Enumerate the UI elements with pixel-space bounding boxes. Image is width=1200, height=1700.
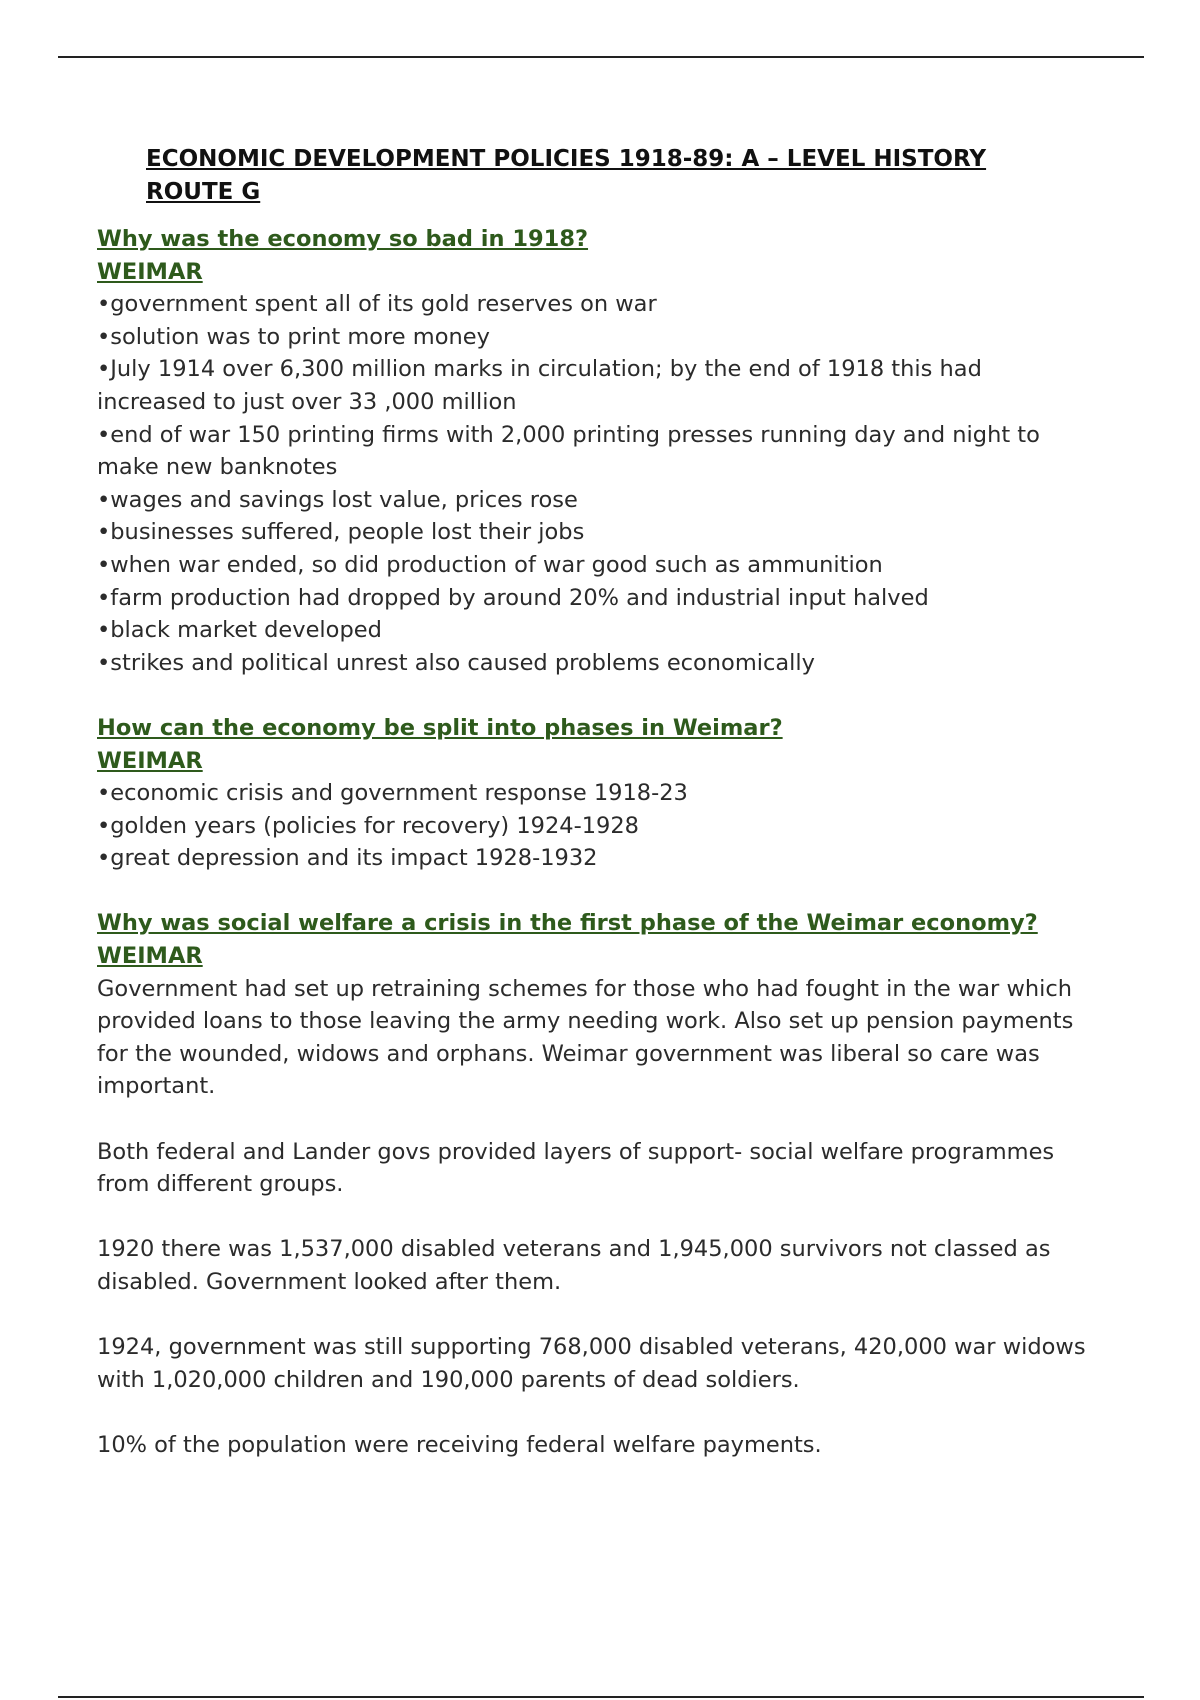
bullet-list <box>97 777 1097 875</box>
list-item: •solution was to print more money <box>97 323 490 350</box>
bottom-rule <box>58 1696 1144 1698</box>
list-item: •economic crisis and government response 1918-23 <box>97 780 688 807</box>
top-rule <box>58 56 1144 58</box>
paragraph-spacer <box>97 1201 1097 1234</box>
list-item: •strikes and political unrest also caused problems economically <box>97 649 815 676</box>
section-subheading: WEIMAR <box>97 747 203 774</box>
list-item: •end of war 150 printing firms with 2,000 printing presses running day and night to make new banknotes <box>97 421 1040 481</box>
list-item: •businesses suffered, people lost their jobs <box>97 519 585 546</box>
paragraph: Government had set up retraining schemes for those who had fought in the war which provided loans to those leaving the army needing work. Also set up pension payments for the wounded, widows and orphans. Weimar government was liberal so care was important. <box>97 975 1074 1100</box>
section-spacer <box>97 679 1097 712</box>
paragraph: 1920 there was 1,537,000 disabled veterans and 1,945,000 survivors not classed as disabled. Government looked after them. <box>97 1236 1051 1295</box>
list-item: •great depression and its impact 1928-1932 <box>97 845 598 872</box>
section-heading: Why was the economy so bad in 1918? <box>97 226 589 252</box>
list-item: •wages and savings lost value, prices rose <box>97 486 578 513</box>
paragraph: Both federal and Lander govs provided layers of support- social welfare programmes from different groups. <box>97 1138 1055 1198</box>
section-economy-phases <box>97 712 1097 875</box>
list-item: •golden years (policies for recovery) 1924-1928 <box>97 812 639 839</box>
list-item: •farm production had dropped by around 20% and industrial input halved <box>97 584 929 611</box>
paragraph: 1924, government was still supporting 768,000 disabled veterans, 420,000 war widows with 1,020,000 children and 190,000 parents of dead soldiers. <box>97 1334 1086 1393</box>
document-title: ECONOMIC DEVELOPMENT POLICIES 1918-89: A – LEVEL HISTORY ROUTE G <box>146 146 987 205</box>
section-heading: Why was social welfare a crisis in the first phase of the Weimar economy? <box>97 910 1038 937</box>
section-subheading: WEIMAR <box>97 943 203 970</box>
section-subheading: WEIMAR <box>97 258 203 285</box>
list-item: •black market developed <box>97 617 382 644</box>
list-item: •government spent all of its gold reserves on war <box>97 291 657 318</box>
section-economy-1918 <box>97 223 1097 679</box>
section-heading: How can the economy be split into phases in Weimar? <box>97 714 783 741</box>
document-body <box>97 223 1097 1462</box>
bullet-list <box>97 288 1097 679</box>
section-social-welfare <box>97 907 1097 1461</box>
paragraph: 10% of the population were receiving federal welfare payments. <box>97 1431 822 1458</box>
paragraph-spacer <box>97 1299 1097 1332</box>
section-spacer <box>97 875 1097 908</box>
list-item: •July 1914 over 6,300 million marks in circulation; by the end of 1918 this had increased to just over 33 ,000 million <box>97 356 982 415</box>
list-item: •when war ended, so did production of war good such as ammunition <box>97 551 883 578</box>
paragraph-spacer <box>97 1396 1097 1429</box>
paragraph-spacer <box>97 1103 1097 1136</box>
